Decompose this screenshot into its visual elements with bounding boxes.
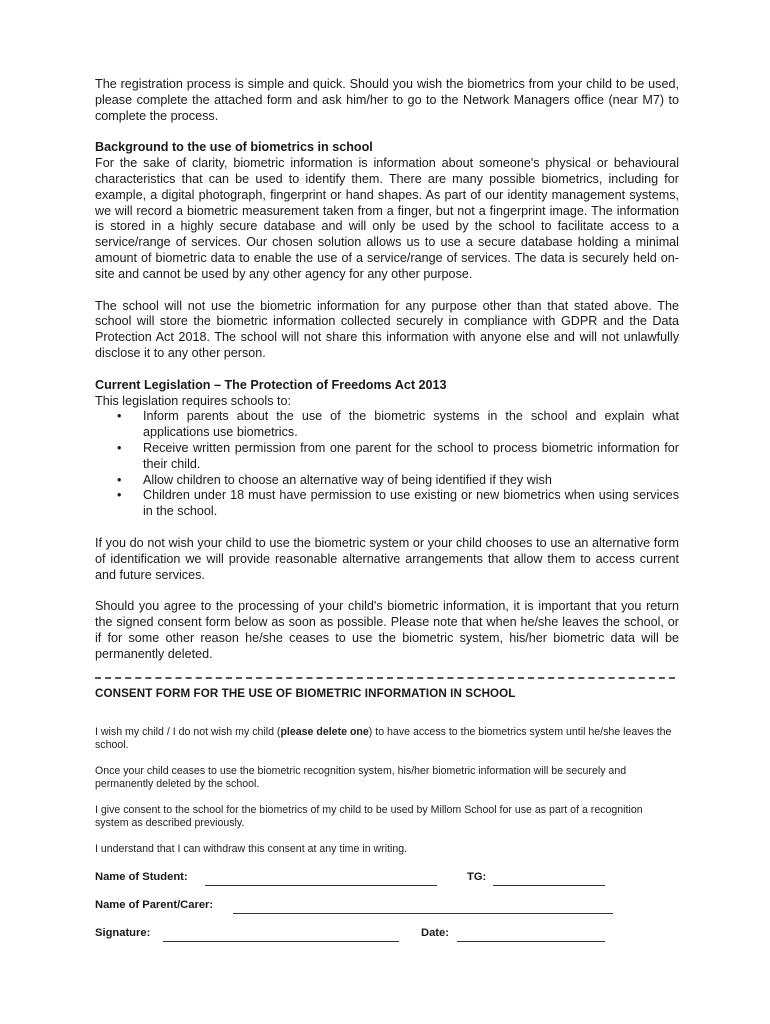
agree-paragraph: Should you agree to the processing of your child's biometric information, it is important that you return the signed consent form below as soon as possible. Please note that when he/she leaves the school, or if for some other reason he/she ceases to use the biometric system, his/her biometric data will be permanently deleted.: [95, 599, 679, 661]
wish-statement: [95, 726, 679, 753]
legislation-list: [95, 409, 679, 520]
form-title: CONSENT FORM FOR THE USE OF BIOMETRIC INFORMATION IN SCHOOL: [95, 686, 516, 700]
date-field[interactable]: [457, 941, 605, 942]
storage-paragraph: The school will not use the biometric information for any purpose other than that stated above. The school will store the biometric information collected securely in compliance with GDPR and the Data Protection Act 2018. The school will not share this information with anyone else and will not unlawfully disclose it to any other person.: [95, 298, 679, 360]
intro-paragraph: The registration process is simple and quick. Should you wish the biometrics from your child to be used, please complete the attached form and ask him/her to go to the Network Managers office (near M7) to complete the process.: [95, 77, 679, 123]
tg-field[interactable]: [493, 885, 605, 886]
withdraw-statement: I understand that I can withdraw this consent at any time in writing.: [95, 843, 408, 856]
parent-name-label: Name of Parent/Carer:: [95, 898, 214, 911]
wish-text-bold: please delete one: [280, 725, 369, 738]
signature-row: [95, 927, 679, 949]
signature-label: Signature:: [95, 926, 151, 939]
consent-letter: [95, 77, 679, 955]
date-label: Date:: [421, 926, 449, 939]
parent-row: [95, 899, 679, 921]
ceases-statement: Once your child ceases to use the biometric recognition system, his/her biometric information will be securely and permanently deleted by the school.: [95, 764, 627, 791]
parent-name-field[interactable]: [233, 913, 613, 914]
student-name-label: Name of Student:: [95, 870, 188, 883]
signature-field[interactable]: [163, 941, 399, 942]
student-row: [95, 871, 679, 893]
list-item: • Inform parents about the use of the biometric systems in the school and explain what applications use biometrics.: [143, 409, 679, 441]
list-item: • Allow children to choose an alternative way of being identified if they wish: [143, 473, 679, 489]
legislation-heading: Current Legislation – The Protection of Freedoms Act 2013: [95, 377, 447, 392]
wish-text-end: ) to have access to the biometrics system until he/she leaves the school.: [95, 725, 672, 752]
cut-line-divider: [95, 677, 675, 679]
student-name-field[interactable]: [205, 885, 437, 886]
background-paragraph: For the sake of clarity, biometric information is information about someone's physical or behavioural characteristics that can be used to identify them. There are many possible biometrics, including for example, a digital photograph, fingerprint or hand shapes. As part of our identity management systems, we will record a biometric measurement taken from a finger, but not a fingerprint image. The information is stored in a highly secure database and will only be used by the school to facilitate access to a service/range of services. Our chosen solution allows us to use a secure database holding a minimal amount of biometric data to enable the use of a service/range of services. The data is securely held on-site and cannot be used by any other agency for any other purpose.: [95, 156, 679, 281]
list-item: • Receive written permission from one parent for the school to process biometric information for their child.: [143, 441, 679, 473]
tg-label: TG:: [467, 870, 487, 883]
background-heading: Background to the use of biometrics in school: [95, 140, 373, 155]
wish-text-start: I wish my child / I do not wish my child (: [95, 725, 281, 738]
consent-statement: I give consent to the school for the biometrics of my child to be used by Millom School for use as part of a recognition system as described previously.: [95, 803, 643, 830]
list-item: • Children under 18 must have permission to use existing or new biometrics when using services in the school.: [143, 488, 679, 520]
alternative-paragraph: If you do not wish your child to use the biometric system or your child chooses to use an alternative form of identification we will provide reasonable alternative arrangements that allow them to access current and future services.: [95, 535, 679, 582]
legislation-intro: This legislation requires schools to:: [95, 393, 291, 408]
